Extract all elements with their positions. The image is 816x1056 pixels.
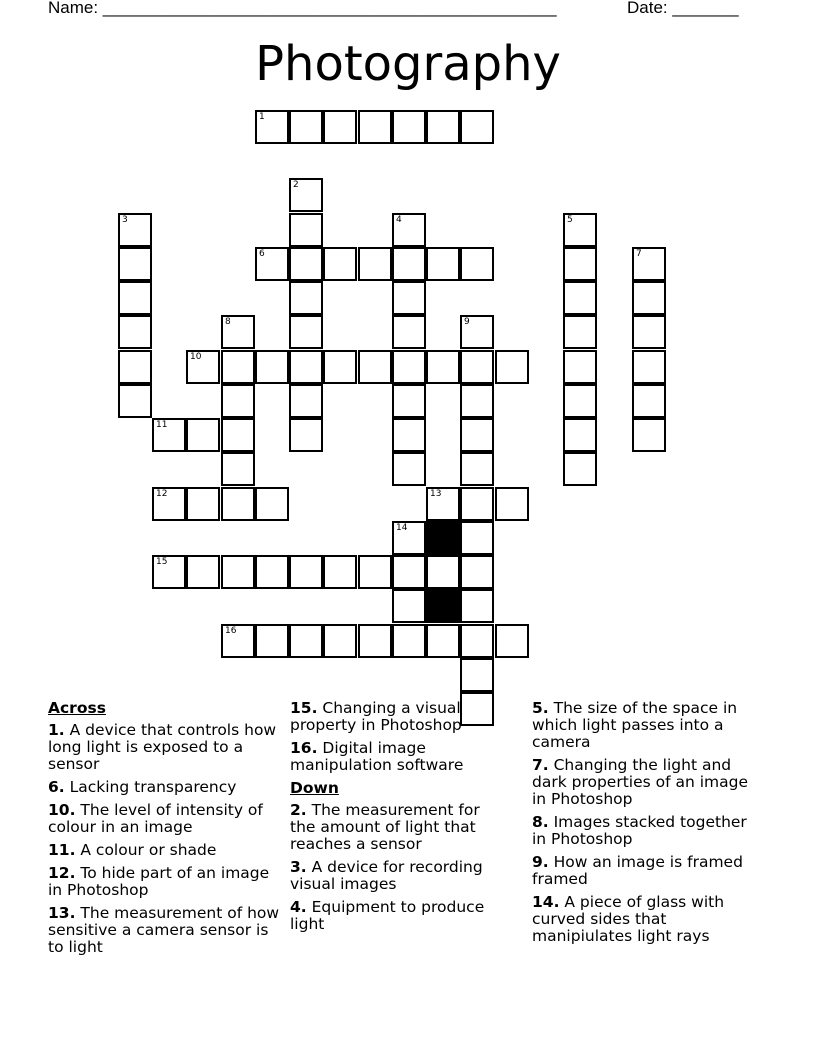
crossword-cell[interactable]: [289, 281, 323, 315]
crossword-cell[interactable]: [563, 452, 597, 486]
crossword-cell[interactable]: [358, 110, 392, 144]
clue-down-14: [532, 894, 756, 945]
clue-down-3: [290, 859, 490, 893]
crossword-cell[interactable]: [460, 589, 494, 623]
crossword-cell[interactable]: [118, 315, 152, 349]
crossword-cell[interactable]: [495, 487, 529, 521]
crossword-cell[interactable]: [152, 418, 186, 452]
crossword-cell[interactable]: [358, 555, 392, 589]
crossword-cell[interactable]: [221, 624, 255, 658]
crossword-cell[interactable]: [255, 350, 289, 384]
date-field-label[interactable]: Date: _______: [627, 0, 739, 17]
clue-number: 16.: [290, 739, 318, 757]
across-heading: Across: [48, 699, 106, 717]
cell-number: 13: [430, 489, 442, 499]
crossword-cell[interactable]: [358, 624, 392, 658]
clue-down-4: [290, 899, 490, 933]
cell-number: 15: [156, 557, 168, 567]
clue-number: 2.: [290, 801, 307, 819]
crossword-block: [426, 521, 460, 555]
crossword-cell[interactable]: [392, 589, 426, 623]
crossword-cell[interactable]: [460, 487, 494, 521]
crossword-cell[interactable]: [460, 384, 494, 418]
cell-number: 1: [259, 112, 265, 122]
clue-down-5: [532, 700, 756, 751]
crossword-cell[interactable]: [632, 247, 666, 281]
clue-text: Lacking transparency: [64, 778, 237, 796]
clue-text: The measurement for the amount of light that reaches a sensor: [290, 801, 480, 853]
clue-text: The size of the space in which light passes into a camera: [532, 699, 738, 751]
crossword-cell[interactable]: [392, 281, 426, 315]
crossword-cell[interactable]: [221, 555, 255, 589]
crossword-cell[interactable]: [289, 418, 323, 452]
crossword-cell[interactable]: [323, 555, 357, 589]
crossword-cell[interactable]: [289, 384, 323, 418]
crossword-cell[interactable]: [460, 247, 494, 281]
crossword-cell[interactable]: [255, 624, 289, 658]
crossword-cell[interactable]: [495, 624, 529, 658]
crossword-cell[interactable]: [392, 213, 426, 247]
crossword-cell[interactable]: [392, 624, 426, 658]
clue-number: 1.: [48, 721, 65, 739]
crossword-cell[interactable]: [289, 555, 323, 589]
crossword-cell[interactable]: [392, 555, 426, 589]
crossword-cell[interactable]: [563, 213, 597, 247]
crossword-cell[interactable]: [221, 487, 255, 521]
crossword-cell[interactable]: [563, 315, 597, 349]
crossword-cell[interactable]: [460, 624, 494, 658]
crossword-cell[interactable]: [460, 521, 494, 555]
crossword-cell[interactable]: [460, 658, 494, 692]
crossword-cell[interactable]: [221, 315, 255, 349]
crossword-cell[interactable]: [392, 350, 426, 384]
crossword-cell[interactable]: [460, 350, 494, 384]
crossword-cell[interactable]: [255, 555, 289, 589]
crossword-cell[interactable]: [426, 247, 460, 281]
cell-number: 9: [464, 317, 470, 327]
down-heading: Down: [290, 779, 339, 797]
clue-across-10: [48, 802, 284, 836]
cell-number: 10: [190, 352, 202, 362]
crossword-cell[interactable]: [460, 555, 494, 589]
crossword-cell[interactable]: [118, 384, 152, 418]
crossword-cell[interactable]: [255, 247, 289, 281]
crossword-cell[interactable]: [289, 110, 323, 144]
crossword-cell[interactable]: [495, 350, 529, 384]
crossword-cell[interactable]: [118, 247, 152, 281]
clue-number: 4.: [290, 898, 307, 916]
cell-number: 14: [396, 523, 408, 533]
crossword-cell[interactable]: [392, 521, 426, 555]
crossword-cell[interactable]: [186, 555, 220, 589]
clue-across-6: [48, 779, 284, 796]
cell-number: 12: [156, 489, 168, 499]
cell-number: 16: [225, 626, 237, 636]
crossword-cell[interactable]: [426, 350, 460, 384]
clue-text: Equipment to produce light: [290, 898, 485, 933]
clue-across-1: [48, 722, 284, 773]
crossword-cell[interactable]: [186, 487, 220, 521]
clue-number: 14.: [532, 893, 560, 911]
clue-text: Changing the light and dark properties of an image in Photoshop: [532, 756, 749, 808]
clue-text: How an image is framed framed: [532, 853, 743, 888]
clue-text: Images stacked together in Photoshop: [532, 813, 747, 848]
crossword-cell[interactable]: [289, 624, 323, 658]
cell-number: 7: [636, 249, 642, 259]
cell-number: 5: [567, 215, 573, 225]
clue-number: 10.: [48, 801, 76, 819]
cell-number: 2: [293, 180, 299, 190]
clue-down-8: [532, 814, 756, 848]
crossword-cell[interactable]: [255, 487, 289, 521]
clue-column-2: [290, 700, 490, 939]
clue-number: 13.: [48, 904, 76, 922]
crossword-cell[interactable]: [221, 452, 255, 486]
crossword-cell[interactable]: [632, 281, 666, 315]
clue-number: 9.: [532, 853, 549, 871]
crossword-cell[interactable]: [323, 110, 357, 144]
clue-down-7: [532, 757, 756, 808]
crossword-cell[interactable]: [323, 350, 357, 384]
clue-column-3: [532, 700, 756, 951]
crossword-cell[interactable]: [632, 315, 666, 349]
cell-number: 6: [259, 249, 265, 259]
crossword-cell[interactable]: [563, 281, 597, 315]
crossword-cell[interactable]: [186, 418, 220, 452]
clue-number: 15.: [290, 699, 318, 717]
clue-text: A device that controls how long light is exposed to a sensor: [48, 721, 277, 773]
crossword-cell[interactable]: [221, 418, 255, 452]
clue-text: A piece of glass with curved sides that manipiulates light rays: [532, 893, 725, 945]
clue-down-9: [532, 854, 756, 888]
crossword-block: [426, 589, 460, 623]
clue-number: 12.: [48, 864, 76, 882]
crossword-cell[interactable]: [289, 178, 323, 212]
crossword-cell[interactable]: [392, 315, 426, 349]
crossword-cell[interactable]: [186, 350, 220, 384]
name-field-label[interactable]: Name: ________________________________________________: [48, 0, 557, 17]
clue-across-13: [48, 905, 284, 956]
crossword-cell[interactable]: [289, 213, 323, 247]
crossword-cell[interactable]: [632, 418, 666, 452]
crossword-cell[interactable]: [563, 418, 597, 452]
clue-number: 11.: [48, 841, 76, 859]
clue-number: 6.: [48, 778, 65, 796]
crossword-cell[interactable]: [221, 384, 255, 418]
clue-text: A colour or shade: [75, 841, 217, 859]
crossword-cell[interactable]: [563, 350, 597, 384]
crossword-cell[interactable]: [632, 350, 666, 384]
crossword-cell[interactable]: [358, 350, 392, 384]
crossword-cell[interactable]: [289, 247, 323, 281]
crossword-cell[interactable]: [289, 315, 323, 349]
crossword-cell[interactable]: [392, 384, 426, 418]
crossword-cell[interactable]: [255, 110, 289, 144]
crossword-cell[interactable]: [632, 384, 666, 418]
crossword-cell[interactable]: [563, 384, 597, 418]
crossword-cell[interactable]: [426, 487, 460, 521]
clue-text: Digital image manipulation software: [290, 739, 464, 774]
crossword-cell[interactable]: [221, 350, 255, 384]
crossword-cell[interactable]: [152, 555, 186, 589]
crossword-cell[interactable]: [289, 350, 323, 384]
crossword-cell[interactable]: [460, 315, 494, 349]
clue-across-12: [48, 865, 284, 899]
crossword-cell[interactable]: [323, 624, 357, 658]
crossword-cell[interactable]: [392, 452, 426, 486]
crossword-cell[interactable]: [426, 555, 460, 589]
cell-number: 4: [396, 215, 402, 225]
crossword-cell[interactable]: [118, 213, 152, 247]
clue-column-1: [48, 700, 284, 962]
crossword-cell[interactable]: [460, 452, 494, 486]
crossword-cell[interactable]: [392, 247, 426, 281]
crossword-cell[interactable]: [563, 247, 597, 281]
clue-text: To hide part of an image in Photoshop: [48, 864, 270, 899]
clue-text: The measurement of how sensitive a camera sensor is to light: [48, 904, 280, 956]
crossword-cell[interactable]: [118, 350, 152, 384]
crossword-cell[interactable]: [392, 110, 426, 144]
crossword-cell[interactable]: [460, 418, 494, 452]
cell-number: 3: [122, 215, 128, 225]
crossword-cell[interactable]: [152, 487, 186, 521]
crossword-cell[interactable]: [392, 418, 426, 452]
crossword-cell[interactable]: [460, 110, 494, 144]
clue-text: The level of intensity of colour in an image: [48, 801, 263, 836]
crossword-cell[interactable]: [426, 624, 460, 658]
crossword-cell[interactable]: [358, 247, 392, 281]
page-title: Photography: [255, 36, 561, 92]
clue-across-16: [290, 740, 490, 774]
crossword-cell[interactable]: [118, 281, 152, 315]
crossword-cell[interactable]: [426, 110, 460, 144]
crossword-cell[interactable]: [323, 247, 357, 281]
clue-number: 7.: [532, 756, 549, 774]
clue-number: 3.: [290, 858, 307, 876]
clue-text: A device for recording visual images: [290, 858, 483, 893]
clue-number: 8.: [532, 813, 549, 831]
clue-across-11: [48, 842, 284, 859]
clue-down-2: [290, 802, 490, 853]
clue-number: 5.: [532, 699, 549, 717]
cell-number: 8: [225, 317, 231, 327]
cell-number: 11: [156, 420, 168, 430]
clue-text: Changing a visual property in Photoshop: [290, 699, 462, 734]
clue-across-15: [290, 700, 490, 734]
